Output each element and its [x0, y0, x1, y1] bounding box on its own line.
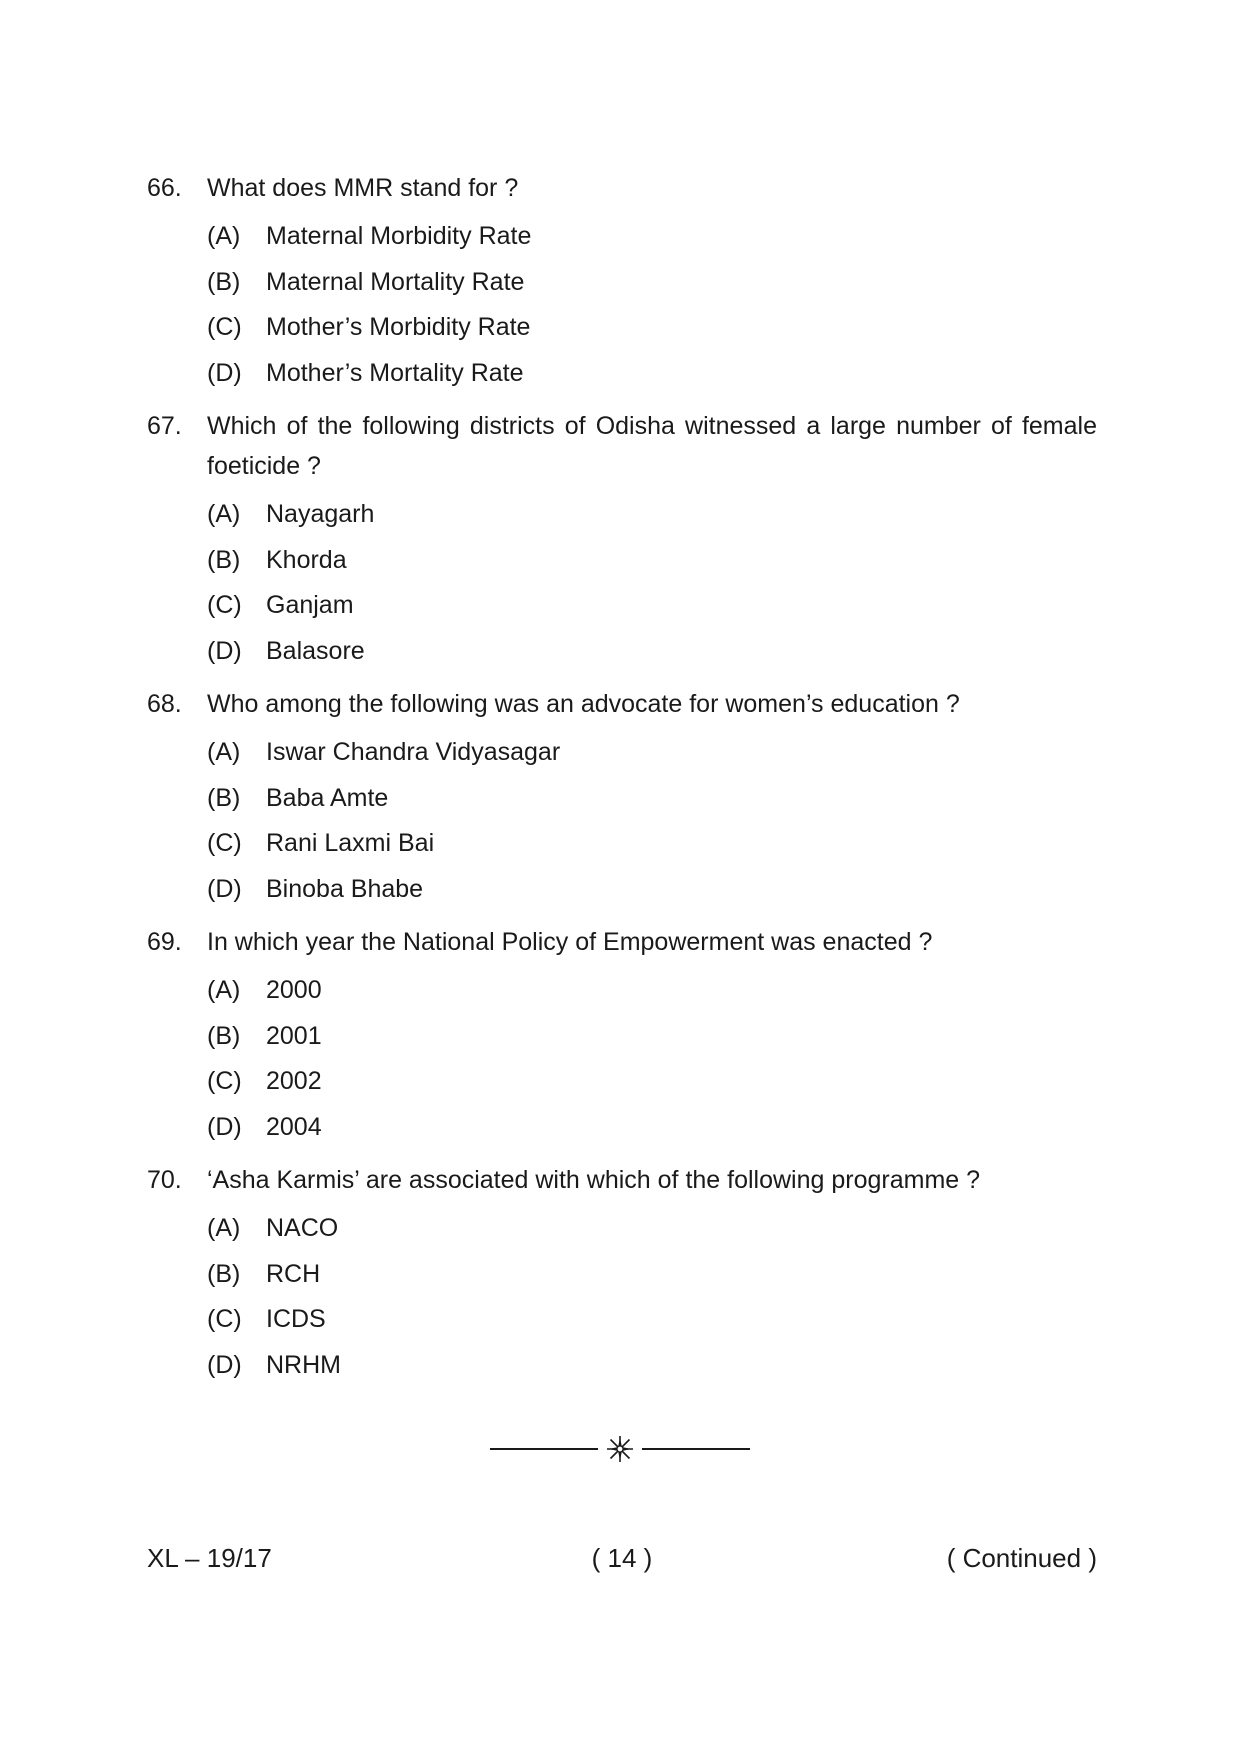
question-text: Which of the following districts of Odisha witnessed a large number of female foeticide ? [207, 412, 1097, 480]
option-key: (D) [207, 874, 242, 903]
page-footer [147, 1540, 1097, 1576]
option-text: RCH [266, 1259, 321, 1288]
divider-line-right [642, 1448, 750, 1450]
question-69 [147, 922, 1097, 1150]
option-key: (A) [207, 500, 241, 529]
option-text: Khorda [266, 545, 347, 574]
question-number: 69. [147, 928, 182, 956]
options-list [207, 1206, 1097, 1388]
option-key: (B) [207, 267, 241, 296]
option-text: Binoba Bhabe [266, 874, 424, 903]
option-text: 2004 [266, 1112, 322, 1141]
page-number: ( 14 ) [591, 1542, 653, 1573]
option-key: (B) [207, 783, 241, 812]
question-68 [147, 684, 1097, 912]
option-a [207, 492, 1097, 538]
option-text: Maternal Morbidity Rate [266, 222, 532, 251]
question-number: 67. [147, 412, 182, 440]
option-d [207, 867, 1097, 913]
option-b [207, 538, 1097, 584]
option-c [207, 583, 1097, 629]
option-key: (C) [207, 829, 242, 858]
options-list [207, 730, 1097, 912]
option-text: Ganjam [266, 591, 354, 620]
option-d [207, 1105, 1097, 1151]
option-b [207, 776, 1097, 822]
option-key: (B) [207, 1259, 241, 1288]
option-text: ICDS [266, 1305, 326, 1334]
option-c [207, 821, 1097, 867]
options-list [207, 968, 1097, 1150]
question-text: In which year the National Policy of Empowerment was enacted ? [207, 928, 933, 956]
option-text: 2002 [266, 1067, 322, 1096]
option-text: Iswar Chandra Vidyasagar [266, 738, 561, 767]
option-key: (A) [207, 738, 241, 767]
option-c [207, 1297, 1097, 1343]
question-number: 70. [147, 1166, 182, 1194]
option-d [207, 629, 1097, 675]
option-key: (A) [207, 1214, 241, 1243]
option-text: Balasore [266, 636, 365, 665]
option-c [207, 1059, 1097, 1105]
option-d [207, 351, 1097, 397]
option-a [207, 968, 1097, 1014]
option-text: Mother’s Morbidity Rate [266, 313, 531, 342]
option-text: NRHM [266, 1350, 341, 1379]
option-text: 2000 [266, 976, 322, 1005]
option-key: (D) [207, 1112, 242, 1141]
option-key: (C) [207, 313, 242, 342]
option-text: Nayagarh [266, 500, 375, 529]
option-text: 2001 [266, 1021, 322, 1050]
option-key: (D) [207, 1350, 242, 1379]
option-text: Baba Amte [266, 783, 389, 812]
option-b [207, 1014, 1097, 1060]
question-66 [147, 168, 1097, 396]
option-a [207, 730, 1097, 776]
option-key: (C) [207, 1305, 242, 1334]
option-text: Rani Laxmi Bai [266, 829, 435, 858]
question-text: ‘Asha Karmis’ are associated with which of the following programme ? [207, 1166, 981, 1194]
option-key: (B) [207, 545, 241, 574]
continued-label: ( Continued ) [946, 1542, 1097, 1573]
option-d [207, 1343, 1097, 1389]
option-key: (A) [207, 222, 241, 251]
question-text: What does MMR stand for ? [207, 174, 519, 202]
paper-code: XL – 19/17 [147, 1542, 272, 1573]
options-list [207, 492, 1097, 674]
end-divider [490, 1434, 750, 1464]
option-b [207, 1252, 1097, 1298]
question-number: 66. [147, 174, 182, 202]
option-c [207, 305, 1097, 351]
option-key: (D) [207, 358, 242, 387]
question-number: 68. [147, 690, 182, 718]
option-key: (C) [207, 1067, 242, 1096]
question-67 [147, 406, 1097, 674]
option-text: Mother’s Mortality Rate [266, 358, 524, 387]
question-text: Who among the following was an advocate for women’s education ? [207, 690, 960, 718]
option-text: Maternal Mortality Rate [266, 267, 525, 296]
option-a [207, 1206, 1097, 1252]
option-key: (A) [207, 976, 241, 1005]
option-a [207, 214, 1097, 260]
star-ornament-icon [605, 1434, 635, 1464]
option-text: NACO [266, 1214, 339, 1243]
option-key: (C) [207, 591, 242, 620]
divider-line-left [490, 1448, 598, 1450]
question-70 [147, 1160, 1097, 1388]
option-b [207, 260, 1097, 306]
options-list [207, 214, 1097, 396]
option-key: (D) [207, 636, 242, 665]
option-key: (B) [207, 1021, 241, 1050]
